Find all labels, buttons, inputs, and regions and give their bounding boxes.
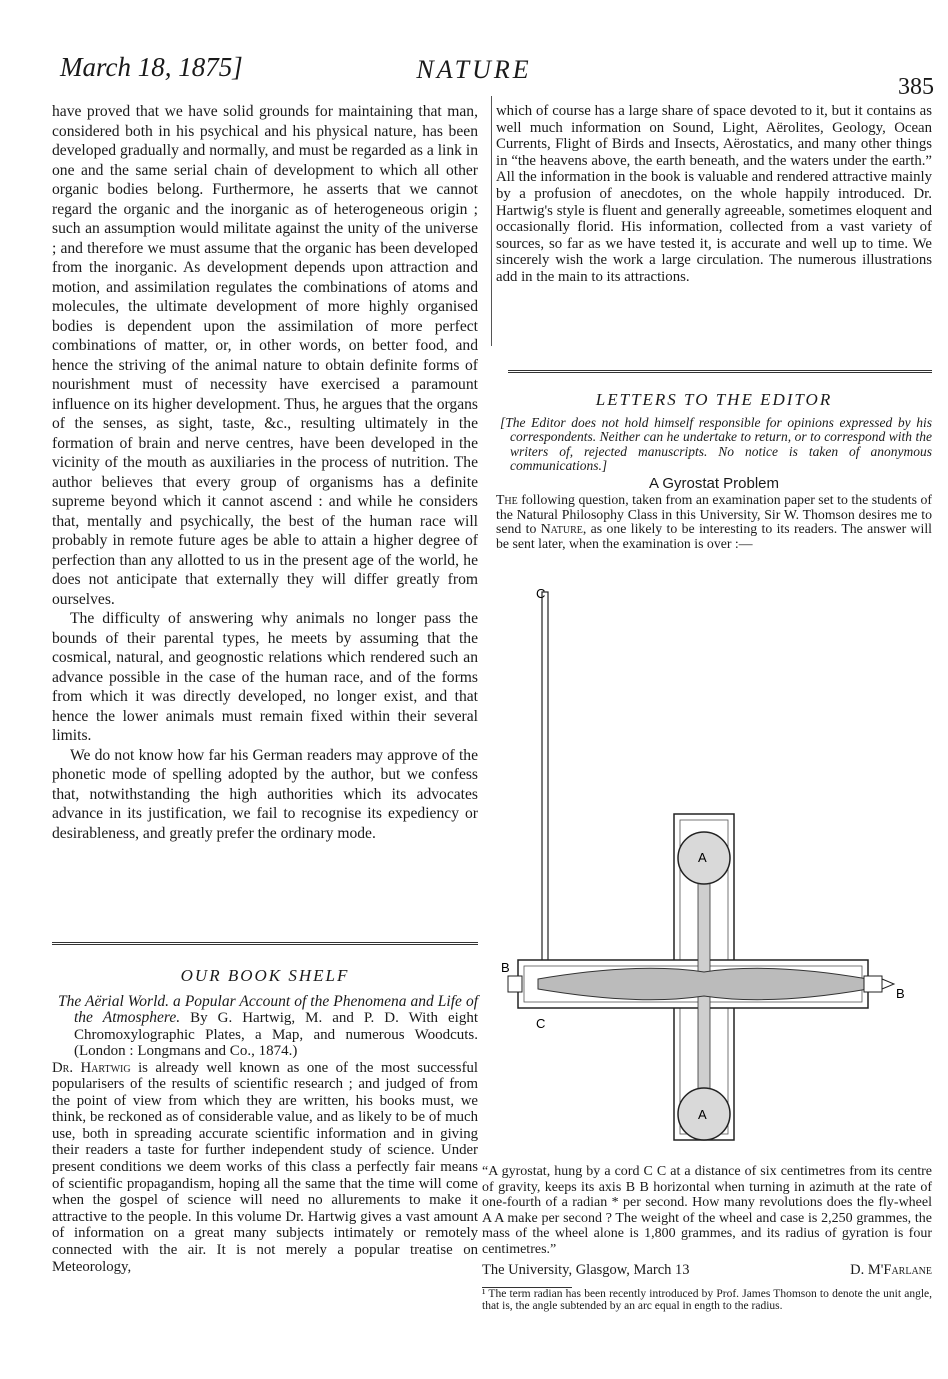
section-heading-book-shelf: OUR BOOK SHELF xyxy=(180,966,350,985)
book-review xyxy=(52,1060,478,1276)
section-rule-right xyxy=(508,370,932,373)
right-column xyxy=(496,103,932,286)
left-column xyxy=(52,102,478,843)
footnote: ¹ The term radian has been recently introduced by Prof. James Thomson to denote the unit angle, that is, the angle subtended by an arc equal in ength to the radius. xyxy=(482,1287,932,1312)
review-text: is already well known as one of the most successful popularisers of the results of scientific research ; and judged of from the point of view from which they are written, his books must, we think, be reckoned as of considerable value, and as likely to be of much use, both in spreading accurate scientific information and in giving their readers a taste for further independent study of science. Under present conditions we deem works of this class a perfectly fair means of scientific propagandism, hoping all the same that the time will come when the gospel of science will need no allurements to make it attractive to the people. In this volume Dr. Hartwig gives a vast amount of information on a great many subjects intimately or remotely connected with the air. It is not merely a popular treatise on Meteorology, xyxy=(52,1059,479,1275)
letter-title: A Gyrostat Problem xyxy=(648,474,780,492)
letter-intro-b: , as one likely to be interesting to its readers. The answer will be sent later, when the examination is over :— xyxy=(496,521,932,551)
page-number: 385 xyxy=(898,74,934,100)
letter-journal-ref: Nature xyxy=(540,521,583,537)
flywheel-hub xyxy=(538,968,868,999)
signoff-name: D. M'Farlane xyxy=(850,1262,932,1278)
label-c-bottom: C xyxy=(536,1016,546,1031)
editor-note: [The Editor does not hold himself responsible for opinions expressed by his correspondents. Neither can he undertake to return, or to correspond with the writers of, rejected manuscripts. No notice is taken of anonymous communications.] xyxy=(500,414,932,473)
paragraph-2: The difficulty of answering why animals no longer pass the bounds of their parental types, he meets by assuming that the cosmical, natural, and geognostic relations which rendered such an advance possible in the case of the human race, and of the forms from which it was directly developed, no longer exist, and that hence the lower animals must remain fixed within their several limits. xyxy=(52,610,478,744)
gyrostat-figure xyxy=(498,584,928,1159)
section-rule xyxy=(52,942,478,945)
label-b-right: B xyxy=(896,986,905,1001)
letter-lead: The xyxy=(496,492,518,507)
book-title: The Aërial World. a Popular Account of the Phenomena and Life of the Atmosphere. xyxy=(58,992,478,1026)
letter-intro-a: following question, taken from an examination paper set to the students of the Natural Philosophy Class in this University, Sir W. Thomson desires me to send to xyxy=(496,492,932,537)
letter-intro xyxy=(496,493,932,551)
paragraph-3: We do not know how far his German readers may approve of the phonetic mode of spelling adopted by the author, but we confess that, notwithstanding the high authorities which its advocates advance in its justification, we fail to recognise its expediency or desirableness, and greatly prefer the ordinary mode. xyxy=(52,746,478,842)
review-continued: which of course has a large share of space devoted to it, but it contains as well much information on Sound, Light, Aërolites, Geology, Ocean Currents, Flight of Birds and Insects, Aërostatics, and many other things in “the heavens above, the earth beneath, and the waters under the earth.” All the information in the book is valuable and rendered attractive mainly by a profusion of anecdotes, on the whole happily introduced. Dr. Hartwig's style is fluent and generally agreeable, sometimes eloquent and occasionally florid. His information, collected from a vast variety of sources, so far as we have tested it, is accurate and well up to time. We sincerely wish the work a large circulation. The numerous illustrations add in the main to its attractions. xyxy=(496,103,932,285)
footnote-rule xyxy=(482,1287,572,1288)
section-heading-letters: LETTERS TO THE EDITOR xyxy=(595,390,833,409)
book-details: By G. Hartwig, M. and P. D. With eight Chromoxylographic Plates, a Map, and numerous Woodcuts. (London : Longmans and Co., 1874.) xyxy=(74,1010,478,1059)
issue-date: March 18, 1875] xyxy=(60,52,243,82)
book-shelf-section xyxy=(52,966,478,1275)
paragraph-1: have proved that we have solid grounds for maintaining that man, considered both in his psychical and his physical nature, has been developed gradually and normally, and must be regarded as a link in one and the same serial chain of development to which all other organic bodies belong. Furthermore, he asserts that we cannot regard the organic and the inorganic as of heterogeneous origin ; such an assumption would militate against the unity of the universe ; and therefore we must assume that the organic has been developed from the inorganic. As development depends upon attraction and motion, and assimilation regulates the combinations of atoms and molecules, the ultimate development of more highly organised bodies is dependent upon the assimilation of more perfect combinations of matter, or, in other words, on better food, and hence the striving of the animal nature to obtain definite forms of nourishment must of necessity have exercised a paramount influence on its higher development. Thus, he argues that the organs of the senses, as sight, taste, &c., resulting ultimately in the formation of brain and nerve centres, have been developed in the vicinity of the mouth as auxiliaries in the process of nutrition. The author believes that every group of organisms has a definite supreme beyond which it cannot ascend : and while he considers that, mentally and psychically, the best of the human race will probably in remote future ages be able to attain a higher degree of perfection than any allotted to us in the present age of the world, he does not anticipate that externally they will differ greatly from ourselves. xyxy=(52,103,478,608)
book-citation xyxy=(52,994,478,1060)
pivot-right xyxy=(864,976,882,992)
label-c-top: C xyxy=(536,586,546,601)
journal-title: NATURE xyxy=(416,55,532,84)
cord xyxy=(542,592,548,984)
pivot-left xyxy=(508,976,522,992)
pivot-tip-right xyxy=(882,979,894,989)
problem-quote: “A gyrostat, hung by a cord C C at a distance of six centimetres from its centre of gravity, keeps its axis B B horizontal when turning in azimuth at the rate of one-fourth of a radian * per second. How many revolutions does the fly-wheel A A make per second ? The weight of the wheel and case is 2,250 grammes, the mass of the wheel alone is 1,800 grammes, and its radius of gyration is four centimetres.” xyxy=(482,1164,932,1257)
review-lead: Dr. Hartwig xyxy=(52,1059,131,1076)
column-divider xyxy=(491,96,492,346)
letters-section xyxy=(496,390,932,551)
label-a-top: A xyxy=(698,850,707,865)
letter-body xyxy=(482,1164,932,1312)
label-b-left: B xyxy=(501,960,510,975)
signoff xyxy=(482,1261,932,1281)
signoff-place: The University, Glasgow, March 13 xyxy=(482,1262,690,1278)
label-a-bottom: A xyxy=(698,1107,707,1122)
